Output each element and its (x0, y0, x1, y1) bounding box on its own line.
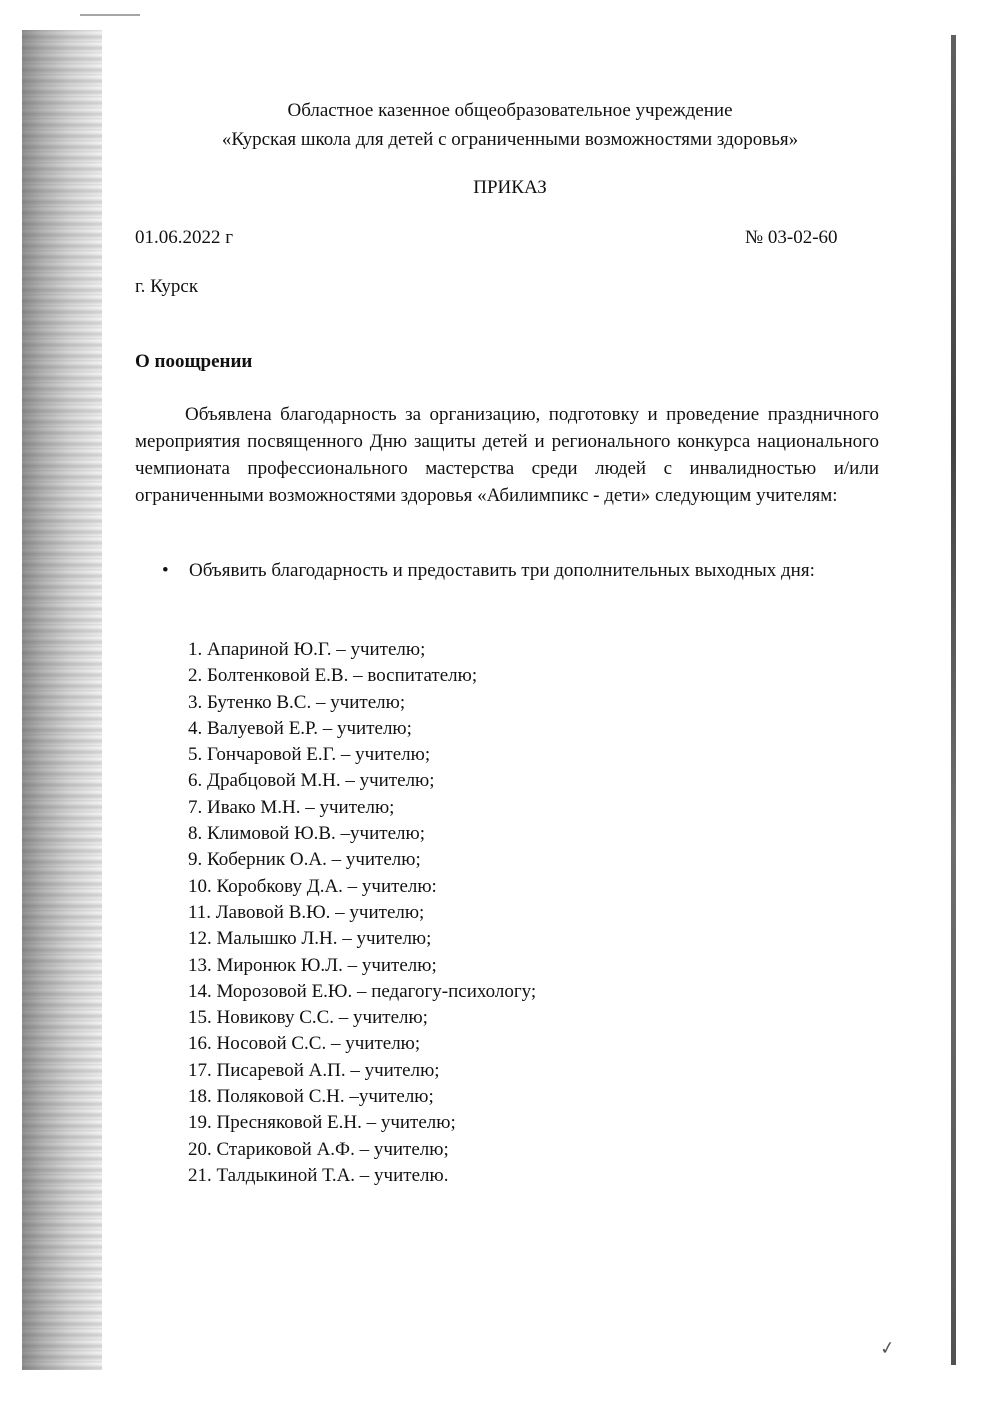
list-item: 7. Ивако М.Н. – учителю; (188, 796, 395, 818)
bullet-dot-icon: • (162, 560, 169, 581)
list-item: 18. Поляковой С.Н. –учителю; (188, 1086, 434, 1108)
bullet-text: Объявить благодарность и предоставить три дополнительных выходных дня: (189, 560, 815, 581)
list-item: 14. Морозовой Е.Ю. – педагогу-психологу; (188, 980, 537, 1002)
list-item: 4. Валуевой Е.Р. – учителю; (188, 717, 412, 739)
document-number: № 03-02-60 (745, 227, 838, 248)
list-item: 16. Носовой С.С. – учителю; (188, 1033, 421, 1055)
people-list (188, 637, 536, 1189)
body-paragraph: Объявлена благодарность за организацию, подготовку и проведение праздничного мероприятия посвященного Дню защиты детей и регионального конкурса национального чемпионата профессионального мастерства среди людей с инвалидностью и/или ограниченными возможностями здоровья «Абилимпикс - дети» следующим учителям: (135, 404, 879, 506)
organization-line-2: «Курская школа для детей с ограниченными возможностями здоровья» (221, 129, 799, 150)
list-item: 19. Пресняковой Е.Н. – учителю; (188, 1112, 456, 1134)
document-subject: О поощрении (135, 351, 253, 372)
list-item: 17. Писаревой А.П. – учителю; (188, 1059, 440, 1081)
scan-shadow-right (951, 35, 956, 1365)
list-item: 6. Драбцовой М.Н. – учителю; (188, 770, 435, 792)
list-item: 12. Малышко Л.Н. – учителю; (188, 928, 432, 950)
scan-shadow-left (22, 30, 102, 1370)
list-item: 5. Гончаровой Е.Г. – учителю; (188, 744, 431, 766)
list-item: 2. Болтенковой Е.В. – воспитателю; (188, 665, 478, 687)
organization-header (120, 96, 900, 154)
document-date: 01.06.2022 г (135, 227, 234, 248)
list-item: 3. Бутенко В.С. – учителю; (188, 691, 406, 713)
list-item: 11. Лавовой В.Ю. – учителю; (188, 901, 425, 923)
document-title: ПРИКАЗ (473, 177, 547, 198)
list-item: 10. Коробкову Д.А. – учителю: (188, 875, 437, 897)
list-item: 9. Коберник О.А. – учителю; (188, 849, 421, 871)
list-item: 20. Стариковой А.Ф. – учителю; (188, 1138, 449, 1160)
scan-mark-top (80, 14, 140, 16)
organization-line-1: Областное казенное общеобразовательное учреждение (287, 100, 733, 121)
list-item: 8. Климовой Ю.В. –учителю; (188, 823, 425, 845)
bullet-item (162, 557, 880, 584)
list-item: 1. Апариной Ю.Г. – учителю; (188, 639, 426, 660)
list-item: 15. Новикову С.С. – учителю; (188, 1007, 428, 1029)
document-city: г. Курск (135, 276, 199, 297)
handwritten-mark: ✓ (878, 1337, 897, 1359)
list-item: 13. Миронюк Ю.Л. – учителю; (188, 954, 437, 976)
list-item: 21. Талдыкиной Т.А. – учителю. (188, 1164, 449, 1186)
